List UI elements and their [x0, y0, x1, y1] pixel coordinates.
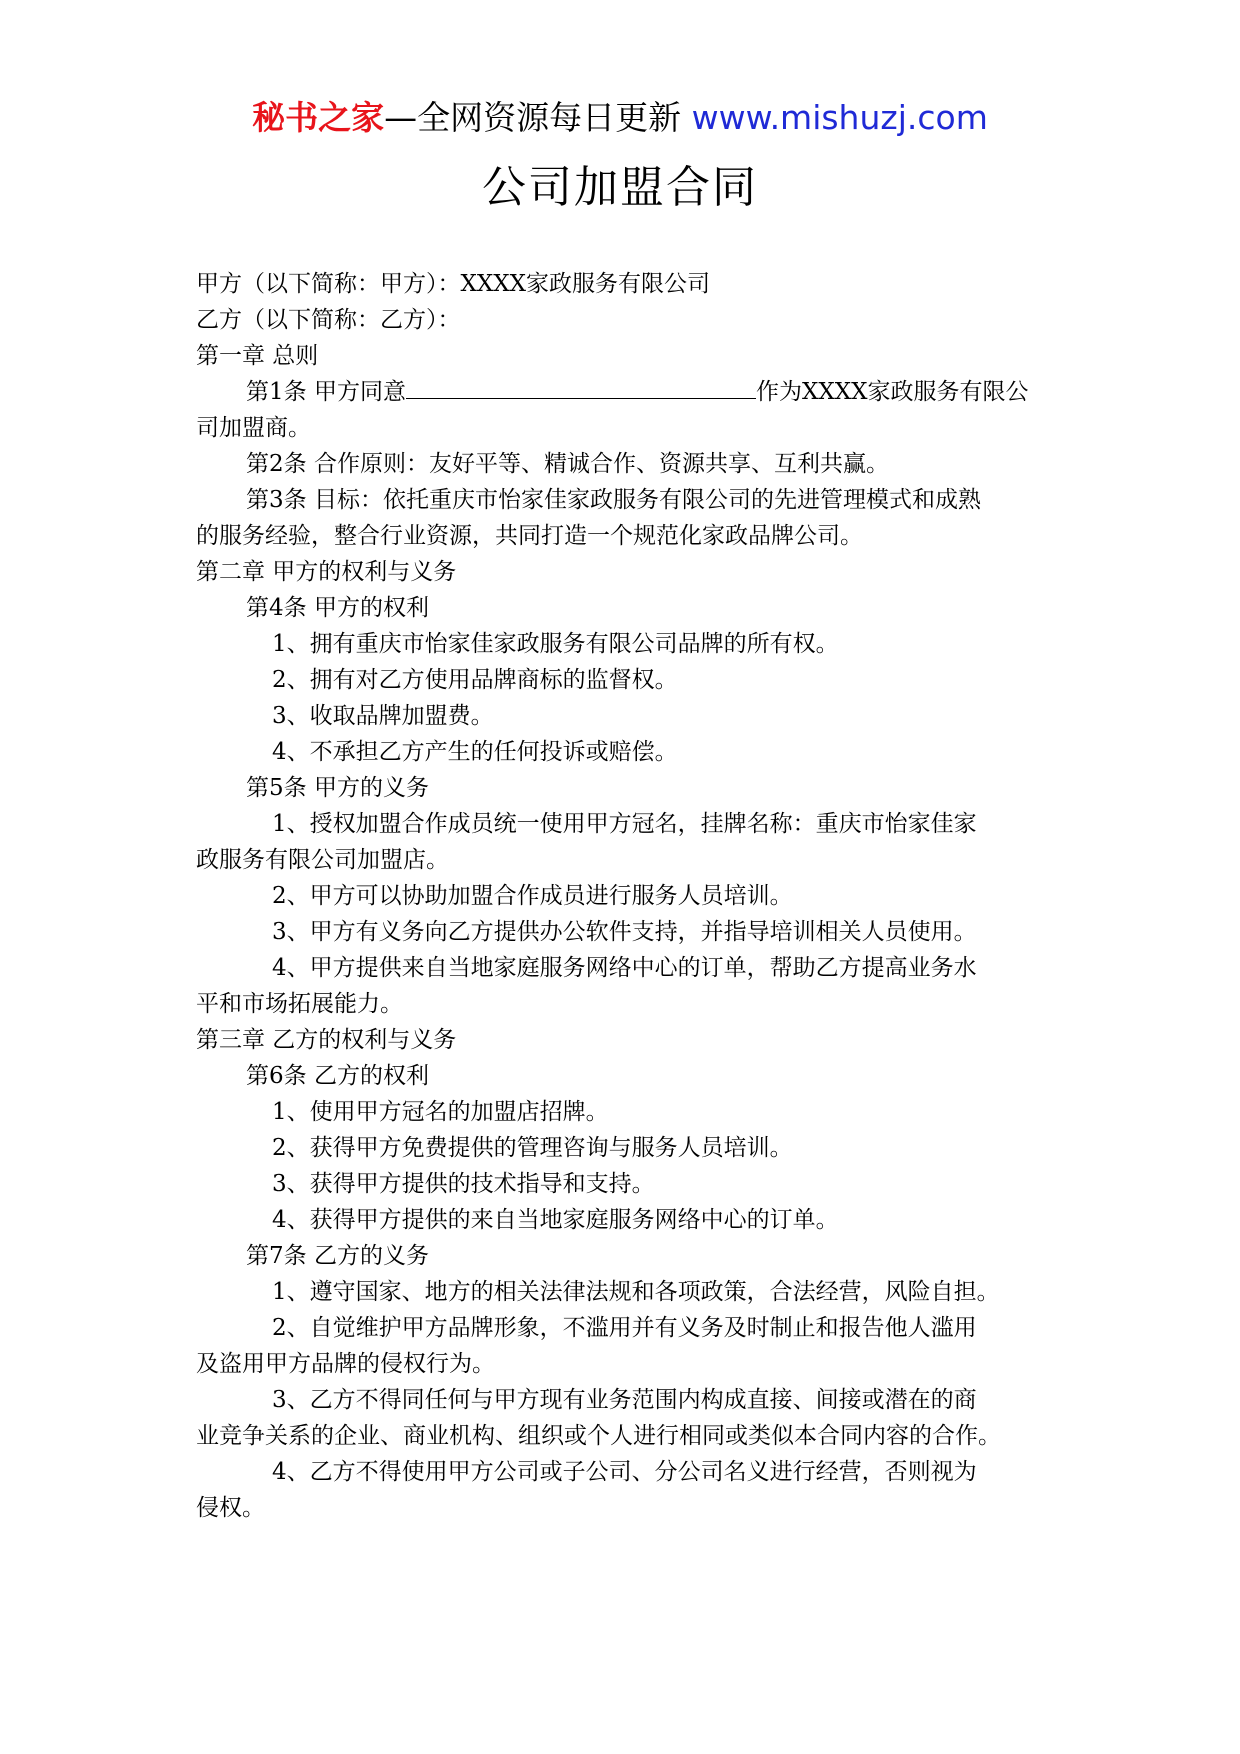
article-7-heading: 第7条 乙方的义务 — [246, 1243, 429, 1269]
article-7-item-2-line-1: 2、自觉维护甲方品牌形象，不滥用并有义务及时制止和报告他人滥用 — [272, 1315, 977, 1341]
article-4-heading: 第4条 甲方的权利 — [246, 595, 429, 621]
party-b-line: 乙方（以下简称：乙方）： — [196, 307, 461, 333]
article-3-line-2: 的服务经验，整合行业资源，共同打造一个规范化家政品牌公司。 — [196, 523, 863, 549]
article-4-item-3: 3、收取品牌加盟费。 — [272, 703, 494, 729]
article-6-heading: 第6条 乙方的权利 — [246, 1063, 429, 1089]
article-6-item-3: 3、获得甲方提供的技术指导和支持。 — [272, 1171, 655, 1197]
site-header — [0, 96, 1240, 140]
article-5-item-1-line-2: 政服务有限公司加盟店。 — [196, 847, 449, 873]
party-a-line: 甲方（以下简称：甲方）：XXXX家政服务有限公司 — [196, 271, 710, 297]
article-7-item-1: 1、遵守国家、地方的相关法律法规和各项政策，合法经营，风险自担。 — [272, 1279, 1000, 1305]
tagline: —全网资源每日更新 — [384, 98, 682, 137]
article-1-continuation: 司加盟商。 — [196, 415, 311, 441]
article-5-item-4-line-1: 4、甲方提供来自当地家庭服务网络中心的订单，帮助乙方提高业务水 — [272, 955, 977, 981]
article-2: 第2条 合作原则：友好平等、精诚合作、资源共享、互利共赢。 — [246, 451, 889, 477]
signature-blank — [406, 374, 756, 399]
article-7-item-3-line-1: 3、乙方不得同任何与甲方现有业务范围内构成直接、间接或潜在的商 — [272, 1387, 977, 1413]
article-4-item-2: 2、拥有对乙方使用品牌商标的监督权。 — [272, 667, 678, 693]
article-1 — [196, 374, 1046, 410]
chapter-2-heading: 第二章 甲方的权利与义务 — [196, 559, 457, 585]
site-url[interactable]: www.mishuzj.com — [691, 98, 988, 137]
article-5-item-2: 2、甲方可以协助加盟合作成员进行服务人员培训。 — [272, 883, 793, 909]
article-5-item-4-line-2: 平和市场拓展能力。 — [196, 991, 403, 1017]
brand-name: 秘书之家 — [252, 98, 385, 137]
article-7-item-2-line-2: 及盗用甲方品牌的侵权行为。 — [196, 1351, 495, 1377]
article-4-item-4: 4、不承担乙方产生的任何投诉或赔偿。 — [272, 739, 678, 765]
article-1-text-after: 作为XXXX家政服务有限公 — [755, 379, 1029, 405]
article-7-item-3-line-2: 业竞争关系的企业、商业机构、组织或个人进行相同或类似本合同内容的合作。 — [196, 1423, 1001, 1449]
article-4-item-1: 1、拥有重庆市怡家佳家政服务有限公司品牌的所有权。 — [272, 631, 839, 657]
article-7-item-4-line-2: 侵权。 — [196, 1495, 265, 1521]
chapter-3-heading: 第三章 乙方的权利与义务 — [196, 1027, 457, 1053]
article-5-item-3: 3、甲方有义务向乙方提供办公软件支持，并指导培训相关人员使用。 — [272, 919, 977, 945]
article-5-item-1-line-1: 1、授权加盟合作成员统一使用甲方冠名，挂牌名称：重庆市怡家佳家 — [272, 811, 977, 837]
article-6-item-2: 2、获得甲方免费提供的管理咨询与服务人员培训。 — [272, 1135, 793, 1161]
article-5-heading: 第5条 甲方的义务 — [246, 775, 429, 801]
article-3-line-1: 第3条 目标：依托重庆市怡家佳家政服务有限公司的先进管理模式和成熟 — [246, 487, 981, 513]
article-7-item-4-line-1: 4、乙方不得使用甲方公司或子公司、分公司名义进行经营，否则视为 — [272, 1459, 977, 1485]
document-title: 公司加盟合同 — [482, 162, 758, 213]
article-1-text-before: 第1条 甲方同意 — [246, 379, 406, 405]
article-6-item-4: 4、获得甲方提供的来自当地家庭服务网络中心的订单。 — [272, 1207, 839, 1233]
chapter-1-heading: 第一章 总则 — [196, 343, 319, 369]
article-6-item-1: 1、使用甲方冠名的加盟店招牌。 — [272, 1099, 609, 1125]
document-body — [196, 266, 1046, 1526]
